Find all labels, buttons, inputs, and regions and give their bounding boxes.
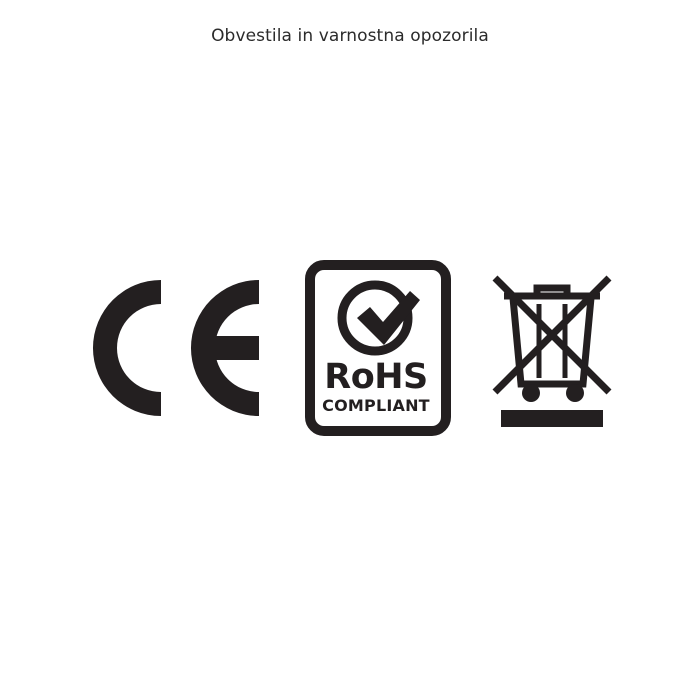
compliance-marks-row [0, 248, 700, 448]
svg-text:RoHS: RoHS [324, 357, 428, 397]
ce-marking-icon [83, 268, 269, 428]
svg-text:COMPLIANT: COMPLIANT [322, 396, 430, 415]
rohs-compliant-icon [305, 260, 451, 436]
rohs-mark [305, 260, 451, 436]
page-title: Obvestila in varnostna opozorila [211, 26, 489, 46]
ce-mark [83, 268, 269, 428]
crossed-out-wheeled-bin-icon [487, 260, 617, 436]
weee-mark [487, 260, 617, 436]
